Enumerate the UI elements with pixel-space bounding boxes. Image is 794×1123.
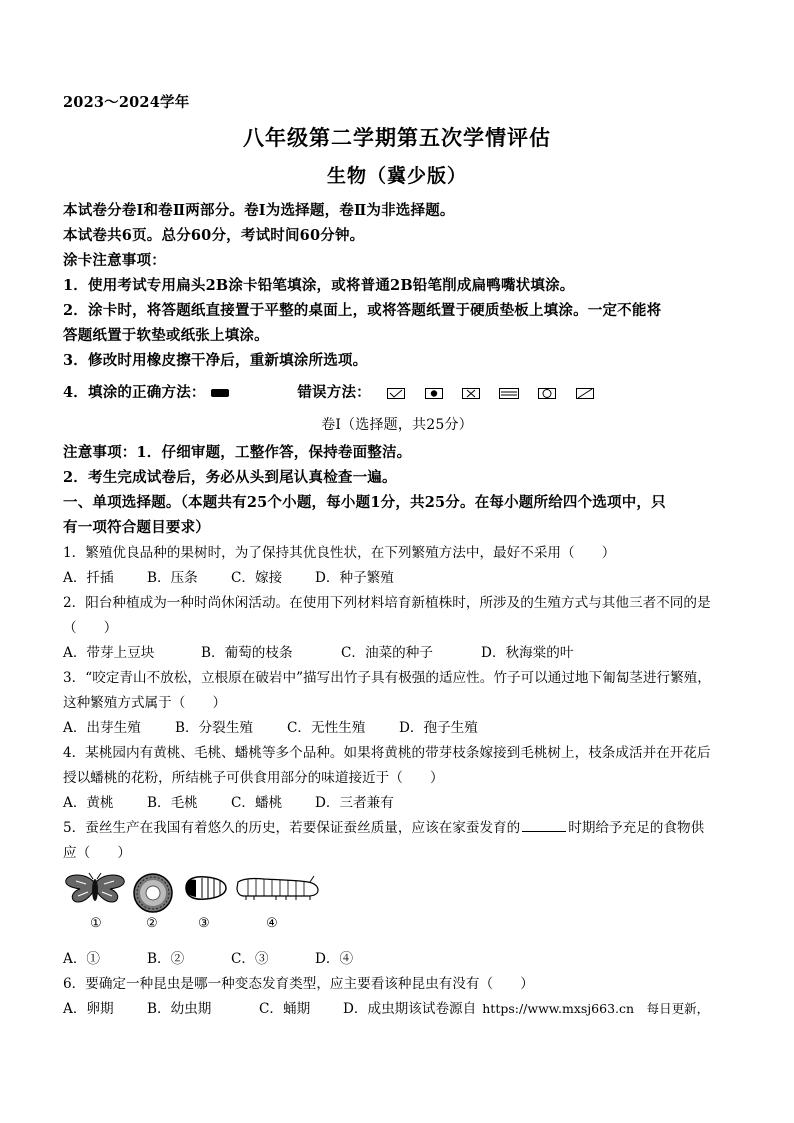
question-6-options xyxy=(63,997,709,1017)
correct-fill-icon xyxy=(211,389,229,397)
q6-option-b[interactable]: B．幼虫期 xyxy=(147,1001,212,1017)
exam-title: 八年级第二学期第五次学情评估 xyxy=(243,125,551,150)
q3-option-b[interactable]: B．分裂生殖 xyxy=(175,720,253,736)
correct-method-label: 4．填涂的正确方法： xyxy=(63,384,206,401)
figure-label-1: ① xyxy=(90,916,102,931)
question-2-options xyxy=(63,641,573,661)
q6-option-d[interactable]: D．成虫期该试卷源自 xyxy=(343,1001,477,1017)
question-3-options xyxy=(63,716,478,736)
wrong-circle-icon xyxy=(538,388,556,399)
q1-option-b[interactable]: B．压条 xyxy=(147,570,198,586)
question-3-cont: 这种繁殖方式属于（ ） xyxy=(63,695,227,711)
card-notice-4 xyxy=(63,381,608,402)
source-footer: https://www.mxsj663.cn 每日更新， xyxy=(482,1001,710,1016)
part-one-heading: 一、单项选择题。（本题共有25个小题，每小题1分，共25分。在每小题所给四个选项中，只 xyxy=(63,494,666,511)
eggs-icon xyxy=(132,872,174,914)
q2-option-b[interactable]: B．葡萄的枝条 xyxy=(201,645,293,661)
q3-option-a[interactable]: A．出芽生殖 xyxy=(63,720,141,736)
q5-option-d[interactable]: D．④ xyxy=(315,951,354,967)
wrong-dot-icon xyxy=(425,388,443,399)
section-title: 卷Ⅰ（选择题，共25分） xyxy=(321,417,473,433)
question-5-text-end: 时期给予充足的食物供 xyxy=(568,820,705,836)
question-1-options xyxy=(63,566,394,586)
school-year: 2023～2024学年 xyxy=(63,94,190,111)
question-4-cont: 授以蟠桃的花粉，所结桃子可供食用部分的味道接近于（ ） xyxy=(63,770,444,786)
intro-line-2: 本试卷共6页。总分60分，考试时间60分钟。 xyxy=(63,227,365,244)
figure-label-4: ④ xyxy=(266,916,278,931)
card-notice-2-cont: 答题纸置于软垫或纸张上填涂。 xyxy=(63,327,269,344)
question-2-cont: （ ） xyxy=(63,620,118,636)
q4-option-c[interactable]: C．蟠桃 xyxy=(231,795,283,811)
question-5-cont: 应（ ） xyxy=(63,845,131,861)
question-6: 6．要确定一种昆虫是哪一种变态发育类型，应主要看该种昆虫有没有（ ） xyxy=(63,976,534,992)
q4-option-a[interactable]: A．黄桃 xyxy=(63,795,114,811)
wrong-slash-icon xyxy=(576,388,594,399)
card-notice-heading: 涂卡注意事项： xyxy=(63,252,166,269)
q2-option-a[interactable]: A．带芽上豆块 xyxy=(63,645,155,661)
silkworm-larva-icon xyxy=(234,872,320,902)
question-2: 2．阳台种植成为一种时尚休闲活动。在使用下列材料培育新植株时，所涉及的生殖方式与其他三者不同的是 xyxy=(63,595,711,611)
q3-option-c[interactable]: C．无性生殖 xyxy=(287,720,366,736)
wrong-cross-icon xyxy=(462,388,480,399)
card-notice-3: 3．修改时用橡皮擦干净后，重新填涂所选项。 xyxy=(63,352,368,369)
q3-option-d[interactable]: D．孢子生殖 xyxy=(399,720,478,736)
q5-option-a[interactable]: A．① xyxy=(63,951,101,967)
figure-label-3: ③ xyxy=(198,916,210,931)
pupa-icon xyxy=(182,872,228,902)
q2-option-c[interactable]: C．油菜的种子 xyxy=(341,645,433,661)
question-4-options xyxy=(63,791,394,811)
q4-option-b[interactable]: B．毛桃 xyxy=(147,795,198,811)
q5-option-c[interactable]: C．③ xyxy=(231,951,269,967)
q1-option-a[interactable]: A．扦插 xyxy=(63,570,114,586)
question-3: 3．“咬定青山不放松，立根原在破岩中”描写出竹子具有极强的适应性。竹子可以通过地下匍匐茎进行繁殖， xyxy=(63,670,711,686)
q2-option-d[interactable]: D．秋海棠的叶 xyxy=(481,645,574,661)
subject-title: 生物（冀少版） xyxy=(326,165,467,187)
answer-blank xyxy=(522,817,566,832)
q5-option-b[interactable]: B．② xyxy=(147,951,185,967)
moth-icon xyxy=(64,872,126,910)
question-1: 1．繁殖优良品种的果树时，为了保持其优良性状，在下列繁殖方法中，最好不采用（ ） xyxy=(63,545,616,561)
q4-option-d[interactable]: D．三者兼有 xyxy=(315,795,394,811)
part-one-heading-cont: 有一项符合题目要求） xyxy=(63,519,210,536)
attention-note-2: 2．考生完成试卷后，务必从头到尾认真检查一遍。 xyxy=(63,469,397,486)
wrong-line-icon xyxy=(499,388,519,399)
question-5-text: 5．蚕丝生产在我国有着悠久的历史，若要保证蚕丝质量，应该在家蚕发育的 xyxy=(63,820,521,836)
q6-option-c[interactable]: C．蛹期 xyxy=(259,1001,311,1017)
question-5 xyxy=(63,816,704,836)
figure-label-2: ② xyxy=(146,916,158,931)
question-4: 4．某桃园内有黄桃、毛桃、蟠桃等多个品种。如果将黄桃的带芽枝条嫁接到毛桃树上，枝条成活并在开花后 xyxy=(63,745,711,761)
q1-option-d[interactable]: D．种子繁殖 xyxy=(315,570,394,586)
q1-option-c[interactable]: C．嫁接 xyxy=(231,570,283,586)
silkworm-stages-figure xyxy=(62,872,332,934)
wrong-check-icon xyxy=(387,388,405,399)
intro-line-1: 本试卷分卷Ⅰ和卷Ⅱ两部分。卷Ⅰ为选择题，卷Ⅱ为非选择题。 xyxy=(63,202,455,219)
question-5-options xyxy=(63,947,353,967)
attention-note-1: 注意事项：1．仔细审题，工整作答，保持卷面整洁。 xyxy=(63,444,412,461)
wrong-method-label: 错误方法： xyxy=(297,384,371,401)
q6-option-a[interactable]: A．卵期 xyxy=(63,1001,114,1017)
card-notice-1: 1．使用考试专用扁头2B涂卡铅笔填涂，或将普通2B铅笔削成扁鸭嘴状填涂。 xyxy=(63,277,575,294)
card-notice-2: 2．涂卡时，将答题纸直接置于平整的桌面上，或将答题纸置于硬质垫板上填涂。一定不能将 xyxy=(63,302,662,319)
